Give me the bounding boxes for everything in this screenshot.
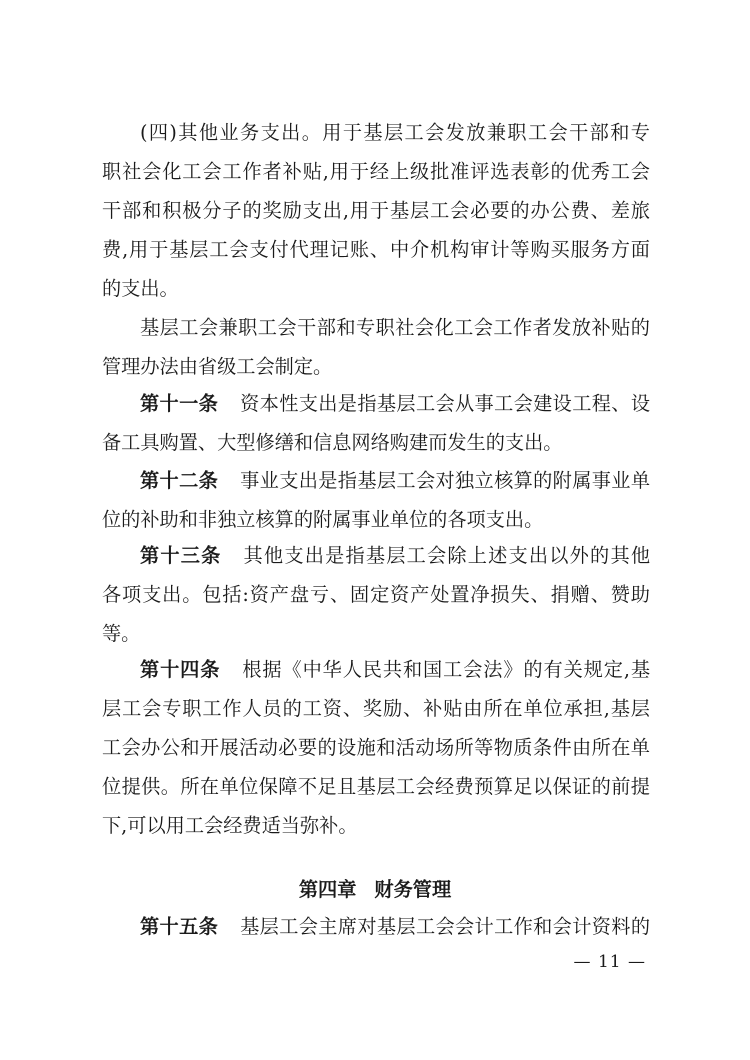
paragraph-line: 干部和积极分子的奖励支出,用于基层工会必要的办公费、差旅	[102, 199, 650, 222]
paragraph-line: 管理办法由省级工会制定。	[102, 355, 333, 378]
article-text: 基层工会主席对基层工会会计工作和会计资料的	[240, 915, 650, 938]
article-text: 根据《中华人民共和国工会法》的有关规定,基	[242, 658, 650, 681]
article-number: 第十五条	[140, 915, 219, 938]
paragraph-line: 备工具购置、大型修缮和信息网络购建而发生的支出。	[102, 431, 563, 454]
paragraph-line: 费,用于基层工会支付代理记账、中介机构审计等购买服务方面	[102, 238, 650, 261]
article-number: 第十三条	[140, 544, 222, 567]
chapter-heading	[0, 874, 750, 906]
article-12-line	[140, 466, 650, 496]
article-11-line	[140, 389, 650, 419]
paragraph-line: 工会办公和开展活动必要的设施和活动场所等物质条件由所在单	[102, 736, 650, 759]
paragraph-line: 位的补助和非独立核算的附属事业单位的各项支出。	[102, 508, 544, 531]
article-15-line	[140, 912, 650, 942]
paragraph-line: 层工会专职工作人员的工资、奖励、补贴由所在单位承担,基层	[102, 697, 650, 720]
article-text: 事业支出是指基层工会对独立核算的附属事业单	[240, 469, 650, 492]
article-number: 第十二条	[140, 469, 219, 492]
paragraph-line: 各项支出。包括:资产盘亏、固定资产处置净损失、捐赠、赞助	[102, 583, 650, 606]
article-14-line	[140, 655, 650, 685]
chapter-title: 财务管理	[374, 878, 452, 901]
chapter-number: 第四章	[298, 878, 357, 901]
page-number: — 11 —	[573, 952, 646, 972]
paragraph-line: 基层工会兼职工会干部和专职社会化工会工作者发放补贴的	[140, 316, 650, 339]
paragraph-line: 等。	[102, 622, 141, 645]
article-text: 其他支出是指基层工会除上述支出以外的其他	[243, 544, 650, 567]
paragraph-line: 的支出。	[102, 277, 179, 300]
paragraph-line: 职社会化工会工作者补贴,用于经上级批准评选表彰的优秀工会	[102, 160, 650, 183]
paragraph-line: (四)其他业务支出。用于基层工会发放兼职工会干部和专	[140, 121, 650, 144]
article-number: 第十四条	[140, 658, 221, 681]
article-text: 资本性支出是指基层工会从事工会建设工程、设	[240, 392, 650, 415]
article-number: 第十一条	[140, 392, 219, 415]
article-13-line	[140, 541, 650, 571]
paragraph-line: 下,可以用工会经费适当弥补。	[102, 814, 358, 837]
paragraph-line: 位提供。所在单位保障不足且基层工会经费预算足以保证的前提	[102, 775, 650, 798]
